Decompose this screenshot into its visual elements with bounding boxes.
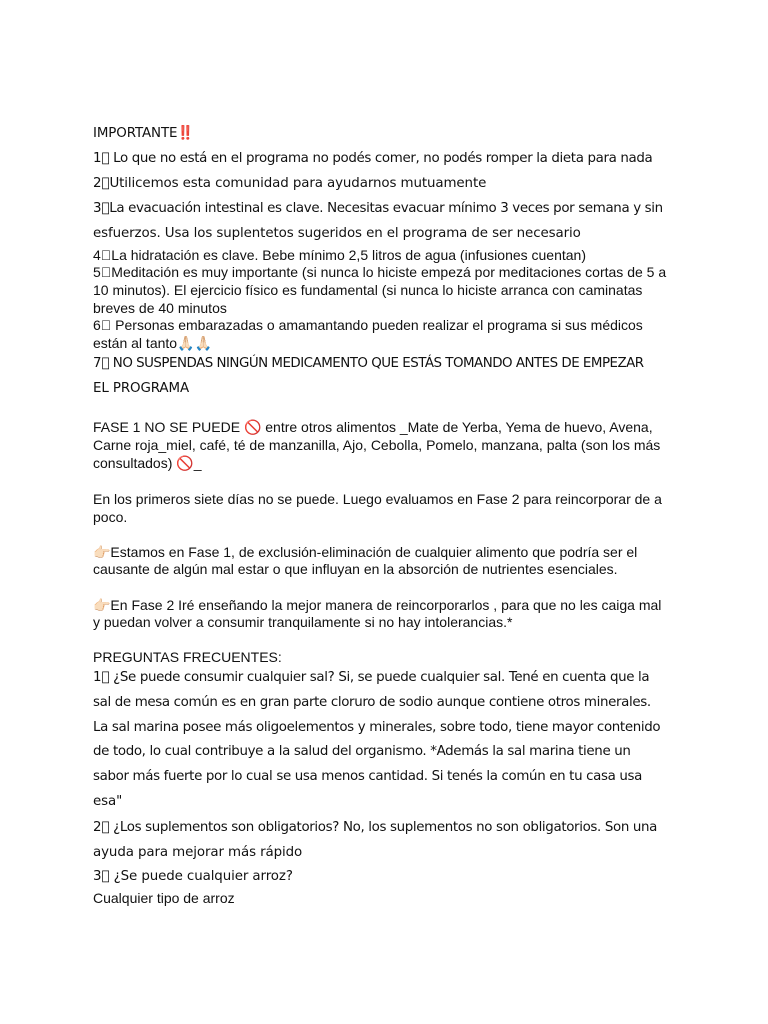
phase-paragraph-line: 👉🏻Estamos en Fase 1, de exclusión-eliminación de cualquier alimento que podría ser el — [93, 544, 638, 560]
rule-line: 5⃣Meditación es muy importante (si nunca lo hiciste empezá por meditaciones cortas de 5 a — [93, 264, 667, 280]
faq-line: esa" — [93, 794, 123, 809]
phase-paragraph-line: 👉🏻En Fase 2 Iré enseñando la mejor manera de reincorporarlos , para que no les caiga mal — [93, 597, 662, 613]
faq-line: ayuda para mejorar más rápido — [93, 845, 303, 860]
rule-line: 7⃣ NO SUSPENDAS NINGÚN MEDICAMENTO QUE ESTÁS TOMANDO ANTES DE EMPEZAR — [93, 356, 644, 371]
rule-line: están al tanto🙏🏻🙏🏻 — [93, 335, 212, 351]
rule-line: esfuerzos. Usa los suplentetos sugeridos en el programa de ser necesario — [93, 226, 581, 241]
rule-line: EL PROGRAMA — [93, 381, 190, 396]
faq-line: 3⃣ ¿Se puede cualquier arroz? — [93, 869, 293, 884]
rule-line: 6⃣ Personas embarazadas o amamantando pueden realizar el programa si sus médicos — [93, 317, 643, 333]
faq-line: Cualquier tipo de arroz — [93, 890, 235, 906]
heading-importante: IMPORTANTE‼️ — [93, 126, 194, 141]
faq-line: La sal marina posee más oligoelementos y minerales, sobre todo, tiene mayor contenido — [93, 720, 661, 735]
faq-heading: PREGUNTAS FRECUENTES: — [93, 649, 282, 665]
phase-paragraph-line: FASE 1 NO SE PUEDE 🚫 entre otros alimentos _Mate de Yerba, Yema de huevo, Avena, — [93, 419, 653, 435]
rule-line: 10 minutos). El ejercicio físico es fundamental (si nunca lo hiciste arranca con caminatas — [93, 282, 643, 298]
phase-paragraph-line: y puedan volver a consumir tranquilamente si no hay intolerancias.* — [93, 614, 513, 630]
rule-line: breves de 40 minutos — [93, 300, 227, 316]
phase-paragraph-line: En los primeros siete días no se puede. Luego evaluamos en Fase 2 para reincorporar de a — [93, 491, 662, 507]
faq-line: sal de mesa común es en gran parte cloruro de sodio aunque contiene otros minerales. — [93, 695, 651, 710]
faq-line: 1⃣ ¿Se puede consumir cualquier sal? Si, se puede cualquier sal. Tené en cuenta que la — [93, 670, 650, 685]
phase-paragraph-line: consultados) 🚫_ — [93, 455, 202, 471]
phase-paragraph-line: Carne roja_miel, café, té de manzanilla, Ajo, Cebolla, Pomelo, manzana, palta (son los más — [93, 437, 661, 453]
faq-line: 2⃣ ¿Los suplementos son obligatorios? No, los suplementos no son obligatorios. Son una — [93, 820, 658, 835]
faq-line: sabor más fuerte por lo cual se usa menos cantidad. Si tenés la común en tu casa usa — [93, 769, 642, 784]
phase-paragraph-line: causante de algún mal estar o que influyan en la absorción de nutrientes esenciales. — [93, 561, 618, 577]
rule-line: 4⃣La hidratación es clave. Bebe mínimo 2,5 litros de agua (infusiones cuentan) — [93, 247, 587, 263]
rule-line: 2⃣Utilicemos esta comunidad para ayudarnos mutuamente — [93, 176, 487, 191]
rule-line: 3⃣La evacuación intestinal es clave. Necesitas evacuar mínimo 3 veces por semana y sin — [93, 201, 663, 216]
phase-paragraph-line: poco. — [93, 509, 128, 525]
rule-line: 1⃣ Lo que no está en el programa no podés comer, no podés romper la dieta para nada — [93, 151, 653, 166]
faq-line: de todo, lo cual contribuye a la salud del organismo. *Además la sal marina tiene un — [93, 744, 631, 759]
